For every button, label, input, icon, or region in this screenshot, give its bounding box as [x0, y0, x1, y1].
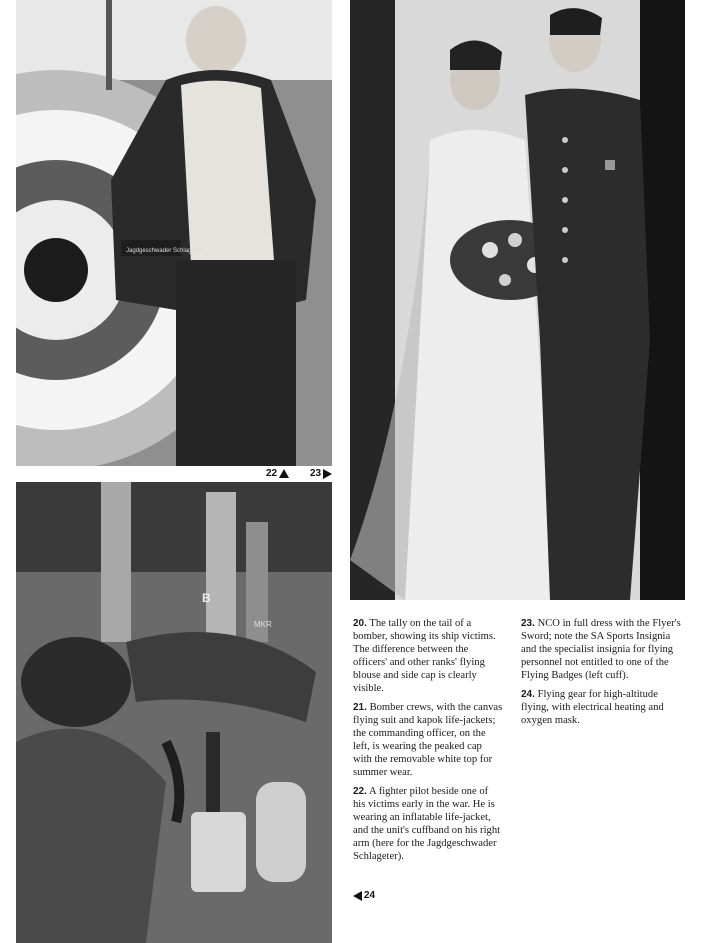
photo-wedding-couple: [350, 0, 685, 600]
caption-column-left: [353, 617, 503, 869]
photo-fighter-pilot: [16, 0, 332, 466]
caption-22: [353, 785, 503, 863]
caption-23-number: 23.: [521, 618, 535, 629]
ref-22-label: 22: [266, 468, 278, 479]
photo-flying-gear: [16, 482, 332, 943]
caption-21: [353, 701, 503, 779]
ref-23: [310, 468, 332, 479]
panel-text: B: [202, 591, 211, 605]
caption-20: [353, 617, 503, 695]
caption-23: [521, 617, 681, 682]
ref-24: [353, 890, 375, 901]
ref-22: [266, 468, 289, 479]
caption-21-text: Bomber crews, with the canvas flying suit and kapok life-jackets; the commanding officer, on the left, is wearing the peaked cap with the removable white top for summer wear.: [353, 702, 503, 778]
triangle-left-icon: [353, 891, 362, 901]
triangle-up-icon: [279, 469, 289, 478]
panel-text-2: MKR: [254, 620, 272, 629]
caption-22-number: 22.: [353, 786, 367, 797]
caption-23-text: NCO in full dress with the Flyer's Sword; note the SA Sports Insignia and the specialist insignia for flying personnel not entitled to one of the Flying Badges (left cuff).: [521, 618, 681, 681]
caption-22-text: A fighter pilot beside one of his victims early in the war. He is wearing an inflatable life-jacket, and the unit's cuffband on his right arm (here for the Jagdgeschwader Schlageter).: [353, 786, 501, 862]
cuffband-text: Jagdgeschwader Schlageter: [126, 248, 202, 254]
caption-24: [521, 688, 681, 727]
caption-20-number: 20.: [353, 618, 367, 629]
ref-23-label: 23: [310, 468, 322, 479]
triangle-right-icon: [323, 469, 332, 479]
caption-24-number: 24.: [521, 689, 535, 700]
caption-21-number: 21.: [353, 702, 367, 713]
caption-24-text: Flying gear for high-altitude flying, with electrical heating and oxygen mask.: [521, 689, 664, 726]
caption-column-right: [521, 617, 681, 733]
caption-20-text: The tally on the tail of a bomber, showing its ship victims. The difference between the officers' and other ranks' flying blouse and side cap is clearly visible.: [353, 618, 496, 694]
ref-24-label: 24: [364, 890, 376, 901]
